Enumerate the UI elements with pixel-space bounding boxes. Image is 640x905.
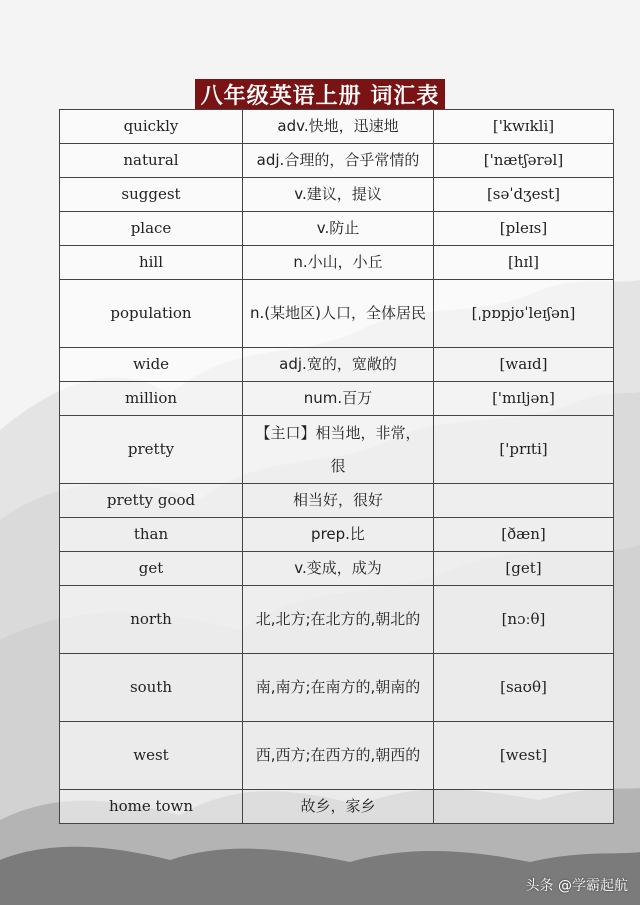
phonetic-cell: [ˌpɒpjʊˈleɪʃən] [434,280,614,348]
word-cell: hill [60,246,243,280]
meaning-cell: adj.合理的，合乎常情的 [243,144,434,178]
meaning-cell: n.小山，小丘 [243,246,434,280]
table-row [60,518,614,552]
table-row [60,790,614,824]
page-title: 八年级英语上册 词汇表 [195,79,445,109]
table-row [60,348,614,382]
word-cell: place [60,212,243,246]
word-cell: natural [60,144,243,178]
table-row [60,178,614,212]
meaning-cell: 相当好，很好 [243,484,434,518]
word-cell: million [60,382,243,416]
table-row [60,552,614,586]
meaning-cell: 【主口】相当地，非常，很 [243,416,434,484]
phonetic-cell [434,790,614,824]
phonetic-cell: [ðæn] [434,518,614,552]
watermark: 头条 @学霸起航 [525,878,628,894]
table-row [60,586,614,654]
phonetic-cell: ['kwɪkli] [434,110,614,144]
word-cell: wide [60,348,243,382]
word-cell: south [60,654,243,722]
meaning-cell: v.防止 [243,212,434,246]
meaning-cell: adv.快地，迅速地 [243,110,434,144]
meaning-cell: prep.比 [243,518,434,552]
phonetic-cell: [pleɪs] [434,212,614,246]
table-row [60,246,614,280]
vocabulary-table [59,109,614,824]
phonetic-cell: [nɔːθ] [434,586,614,654]
word-cell: quickly [60,110,243,144]
phonetic-cell: [səˈdʒest] [434,178,614,212]
table-row [60,280,614,348]
phonetic-cell: [west] [434,722,614,790]
meaning-cell: 南,南方;在南方的,朝南的 [243,654,434,722]
phonetic-cell: [hɪl] [434,246,614,280]
phonetic-cell: [get] [434,552,614,586]
table-row [60,212,614,246]
table-row [60,382,614,416]
word-cell: population [60,280,243,348]
meaning-cell: num.百万 [243,382,434,416]
word-cell: west [60,722,243,790]
meaning-cell: v.建议，提议 [243,178,434,212]
table-row [60,484,614,518]
meaning-cell: 故乡，家乡 [243,790,434,824]
vocabulary-table-body [60,110,614,824]
word-cell: north [60,586,243,654]
table-row [60,416,614,484]
table-row [60,654,614,722]
word-cell: get [60,552,243,586]
meaning-cell: 西,西方;在西方的,朝西的 [243,722,434,790]
table-row [60,722,614,790]
word-cell: than [60,518,243,552]
phonetic-cell: ['prɪti] [434,416,614,484]
phonetic-cell: [saʊθ] [434,654,614,722]
word-cell: suggest [60,178,243,212]
word-cell: pretty good [60,484,243,518]
table-row [60,110,614,144]
word-cell: home town [60,790,243,824]
phonetic-cell: ['nætʃərəl] [434,144,614,178]
meaning-cell: v.变成，成为 [243,552,434,586]
phonetic-cell [434,484,614,518]
meaning-cell: adj.宽的，宽敞的 [243,348,434,382]
table-row [60,144,614,178]
phonetic-cell: ['mɪljən] [434,382,614,416]
meaning-cell: 北,北方;在北方的,朝北的 [243,586,434,654]
word-cell: pretty [60,416,243,484]
meaning-cell: n.(某地区)人口，全体居民 [243,280,434,348]
phonetic-cell: [waɪd] [434,348,614,382]
